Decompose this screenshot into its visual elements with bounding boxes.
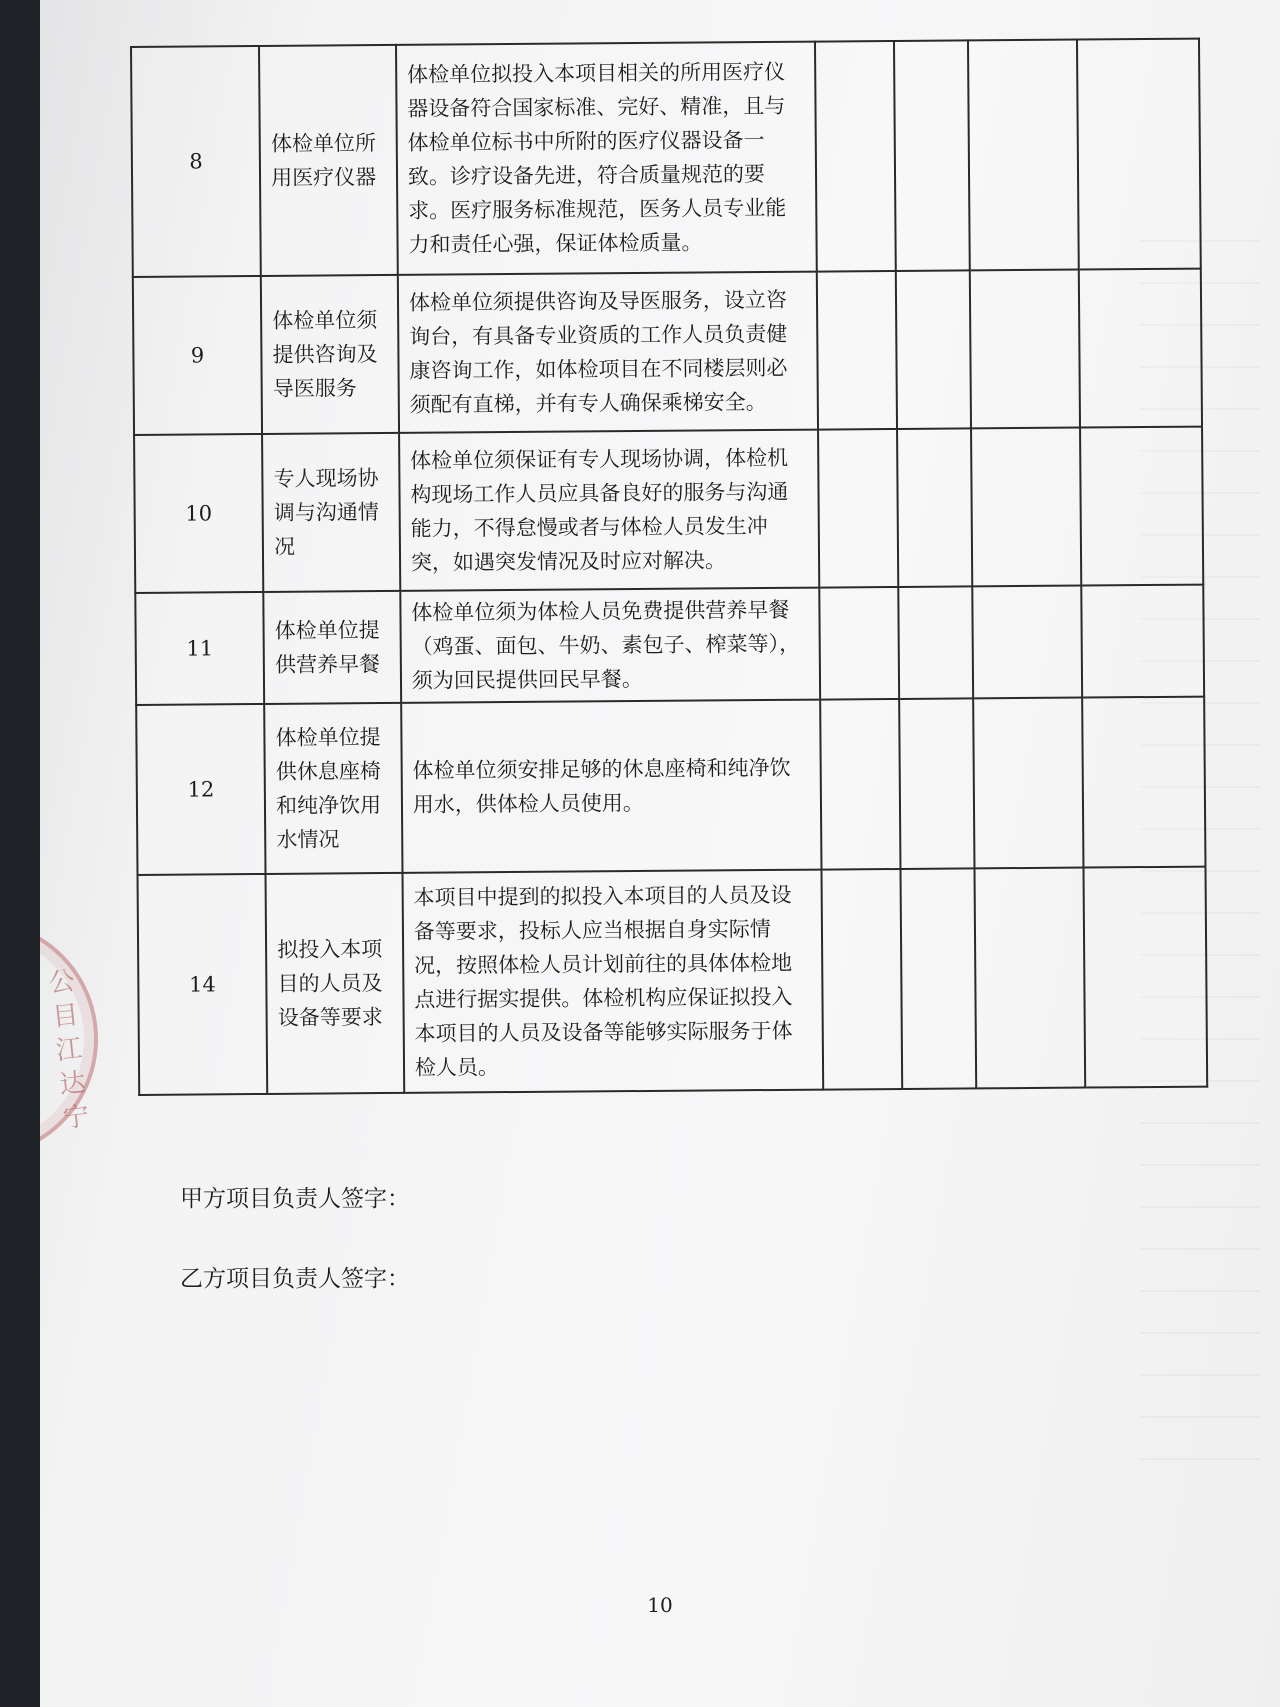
table-row: [131, 39, 1201, 277]
row-requirement: 体检单位须保证有专人现场协调，体检机构现场工作人员应具备良好的服务与沟通能力，不得怠慢或者与体检人员发生冲突，如遇突发情况及时应对解决。: [399, 430, 819, 591]
row-item: 体检单位提供休息座椅和纯净饮用水情况: [264, 703, 402, 874]
row-number: 14: [138, 874, 268, 1095]
row-number: 8: [131, 46, 261, 277]
score-cell: [973, 698, 1083, 869]
score-cell: [895, 270, 971, 429]
table-row: [136, 697, 1205, 875]
score-cell: [970, 270, 1080, 429]
score-cell: [971, 428, 1081, 587]
score-cell: [820, 699, 900, 870]
row-number: 11: [135, 592, 264, 705]
table-row: [135, 585, 1204, 705]
table-row: [138, 867, 1208, 1095]
score-cell: [1077, 39, 1201, 270]
score-cell: [894, 40, 971, 271]
row-requirement: 本项目中提到的拟投入本项目的人员及设备等要求，投标人应当根据自身实际情况，按照体检人员计划前往的具体体检地点进行据实提供。体检机构应保证拟投入本项目的人员及设备等能够实际服务于体检人员。: [402, 870, 822, 1093]
score-cell: [821, 869, 902, 1090]
score-cell: [1081, 585, 1204, 698]
row-requirement: 体检单位须提供咨询及导医服务，设立咨询台，有具备专业资质的工作人员负责健康咨询工作，如体检项目在不同楼层则必须配有直梯，并有专人确保乘梯安全。: [398, 272, 818, 433]
party-a-signature-label: 甲方项目负责人签字：: [180, 1186, 410, 1212]
row-item: 拟投入本项目的人员及设备等要求: [266, 873, 404, 1094]
row-requirement: 体检单位须安排足够的休息座椅和纯净饮用水，供体检人员使用。: [401, 700, 821, 873]
score-cell: [819, 587, 899, 700]
score-cell: [818, 429, 898, 588]
row-item: 体检单位须提供咨询及导医服务: [261, 275, 399, 434]
score-cell: [973, 586, 1083, 699]
score-cell: [975, 868, 1086, 1089]
row-number: 10: [134, 434, 263, 593]
row-item: 体检单位提供营养早餐: [263, 591, 401, 704]
score-cell: [1080, 427, 1203, 586]
score-cell: [1079, 269, 1202, 428]
score-cell: [1082, 697, 1205, 868]
score-cell: [1084, 867, 1208, 1088]
table-row: [134, 427, 1203, 593]
requirements-table: [130, 38, 1208, 1096]
score-cell: [898, 586, 974, 699]
score-cell: [897, 428, 973, 587]
row-number: 9: [133, 276, 262, 435]
score-cell: [899, 698, 975, 869]
score-cell: [816, 271, 896, 430]
score-cell: [900, 868, 976, 1089]
row-item: 专人现场协调与沟通情况: [262, 433, 400, 592]
score-cell: [814, 41, 895, 272]
row-requirement: 体检单位须为体检人员免费提供营养早餐（鸡蛋、面包、牛奶、素包子、榨菜等），须为回民提供回民早餐。: [400, 588, 820, 703]
score-cell: [968, 40, 1079, 271]
seal-partial-text: 公 目 江 达 宁: [47, 966, 91, 1135]
party-b-signature-label: 乙方项目负责人签字：: [180, 1266, 410, 1292]
row-requirement: 体检单位拟投入本项目相关的所用医疗仪器设备符合国家标准、完好、精准，且与体检单位标书中所附的医疗仪器设备一致。诊疗设备先进，符合质量规范的要求。医疗服务标准规范，医务人员专业能力和责任心强，保证体检质量。: [396, 42, 816, 275]
row-number: 12: [136, 704, 265, 875]
page-number: 10: [647, 1593, 673, 1617]
table-row: [133, 269, 1202, 435]
document-page: [40, 0, 1280, 1707]
row-item: 体检单位所用医疗仪器: [259, 45, 398, 276]
